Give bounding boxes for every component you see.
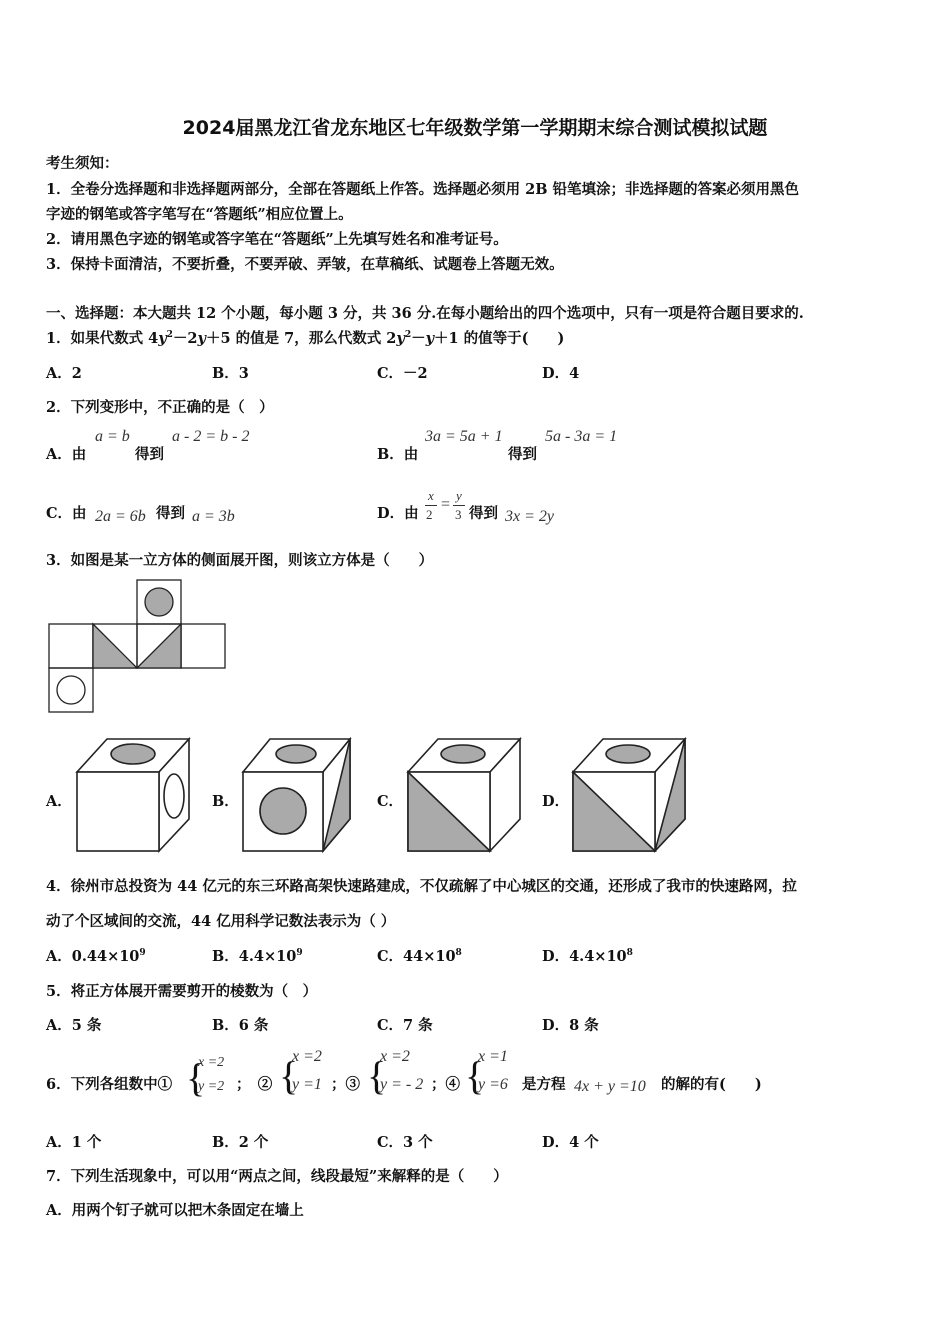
q2-b-math1: 3a = 5a + 1 [425,428,503,445]
q5-option-d: D．8 条 [542,1017,599,1034]
q2-c-math1: 2a = 6b [95,508,146,525]
q6-s1b: y =2 [198,1079,225,1094]
q6-option-c: C．3 个 [377,1134,433,1151]
q2-a-math1: a = b [95,428,130,445]
q6-s1a: x =2 [198,1055,225,1070]
q3-option-d: D． [542,793,570,810]
q1-option-d: D．4 [542,365,580,382]
q6-option-b: B．2 个 [212,1134,269,1151]
q2-b-mid: 得到 [508,446,537,463]
page-title: 2024届黑龙江省龙东地区七年级数学第一学期期末综合测试模拟试题 [182,117,768,139]
q2-b-pre: B．由 [377,446,419,463]
q5-option-b: B．6 条 [212,1017,269,1034]
q4-stem-line-2: 动了个区域间的交流，44 亿用科学记数法表示为（ ） [46,913,396,930]
q4-option-b: B．$4.4\times 10^9$ [212,948,303,965]
q4-option-d: D．$4.4\times 10^8$ [542,948,633,965]
notice-heading: 考生须知： [46,155,119,172]
notice-line-2: 2．请用黑色字迹的钢笔或答字笔在“答题纸”上先填写姓名和准考证号。 [46,231,508,248]
q6-pre: 6．下列各组数中① [46,1076,173,1093]
q1-option-b: B．3 [212,365,249,382]
q3-stem: 3．如图是某一立方体的侧面展开图，则该立方体是（ ） [46,552,434,569]
q3-option-b: B． [212,793,239,810]
q1-option-a: A．2 [46,365,82,382]
q2-c-math2: a = 3b [192,508,235,525]
q2-d-eq: = [441,496,451,513]
q3-option-c: C． [377,793,404,810]
q6-s2a: x =2 [292,1048,322,1065]
q6-sep2: ；③ [331,1076,360,1093]
notice-line-1b: 字迹的钢笔或答字笔写在“答题纸”相应位置上。 [46,206,353,223]
q2-b-math2: 5a - 3a = 1 [545,428,618,445]
q2-c-pre: C．由 [46,505,87,522]
q2-c-mid: 得到 [156,505,185,522]
q4-option-c: C．$44\times 10^8$ [377,948,462,965]
q6-brace-2: { [279,1053,299,1098]
q6-sep3: ；④ [431,1076,460,1093]
q4-option-a: A．$0.44\times 10^9$ [46,948,146,965]
q1-option-c: C．－2 [377,365,428,382]
q2-d-fracbar-2 [453,505,465,506]
q6-s3a: x =2 [380,1048,410,1065]
q5-stem: 5．将正方体展开需要剪开的棱数为（ ） [46,983,318,1000]
q6-s2b: y =1 [292,1076,322,1093]
section-1-heading: 一、选择题：本大题共 12 个小题，每小题 3 分，共 36 分.在每小题给出的四个选项中，只有一项是符合题目要求的. [46,305,804,322]
q3-cube-a [74,736,194,854]
q6-option-a: A．1 个 [46,1134,102,1151]
q6-s4b: y =6 [478,1076,508,1093]
q2-a-math2: a - 2 = b - 2 [172,428,250,445]
q6-s4a: x =1 [478,1048,508,1065]
q2-d-x: x [428,488,434,503]
q2-a-mid: 得到 [135,446,164,463]
q6-sep1: ； ② [236,1076,273,1093]
q7-stem: 7．下列生活现象中，可以用“两点之间，线段最短”来解释的是（ ） [46,1168,508,1185]
notice-line-1a: 1．全卷分选择题和非选择题两部分，全部在答题纸上作答。选择题必须用 2B 铅笔填涂；非选择题的答案必须用黑色 [46,181,800,198]
q6-brace-4: { [465,1053,485,1098]
q6-brace-1: { [186,1055,206,1100]
q7-option-a: A．用两个钉子就可以把木条固定在墙上 [46,1202,304,1219]
q6-option-d: D．4 个 [542,1134,599,1151]
q6-post: 的解的有( ) [661,1076,762,1093]
q2-d-mid: 得到 [469,505,498,522]
q4-stem-line-1: 4．徐州市总投资为 44 亿元的东三环路高架快速路建成，不仅疏解了中心城区的交通，还形成了我市的快速路网，拉 [46,878,797,895]
q5-option-a: A．5 条 [46,1017,102,1034]
q2-stem: 2．下列变形中，不正确的是（ ） [46,399,274,416]
q3-cube-d [570,736,690,854]
q5-option-c: C．7 条 [377,1017,433,1034]
q6-brace-3: { [367,1053,387,1098]
cube-net-figure [46,578,236,714]
q2-a-pre: A．由 [46,446,87,463]
notice-line-3: 3．保持卡面清洁，不要折叠，不要弄破、弄皱，在草稿纸、试题卷上答题无效。 [46,256,564,273]
q3-cube-c [405,736,525,854]
q2-d-3: 3 [455,507,462,522]
q2-d-math2: 3x = 2y [505,508,554,525]
q6-equation: 4x + y =10 [574,1078,646,1095]
q2-d-y: y [456,488,462,503]
q2-d-2: 2 [426,507,433,522]
q3-cube-b [240,736,355,854]
q6-mid: 是方程 [522,1076,566,1093]
q1-stem: 1．如果代数式 $4y^2-2y+5$ 的值是 7，那么代数式 $2y^2-y+1$ 的值等于( ) [46,330,565,347]
q2-d-pre: D．由 [377,505,419,522]
q3-option-a: A． [46,793,72,810]
q2-d-fracbar-1 [425,505,437,506]
q6-s3b: y = - 2 [380,1076,424,1093]
